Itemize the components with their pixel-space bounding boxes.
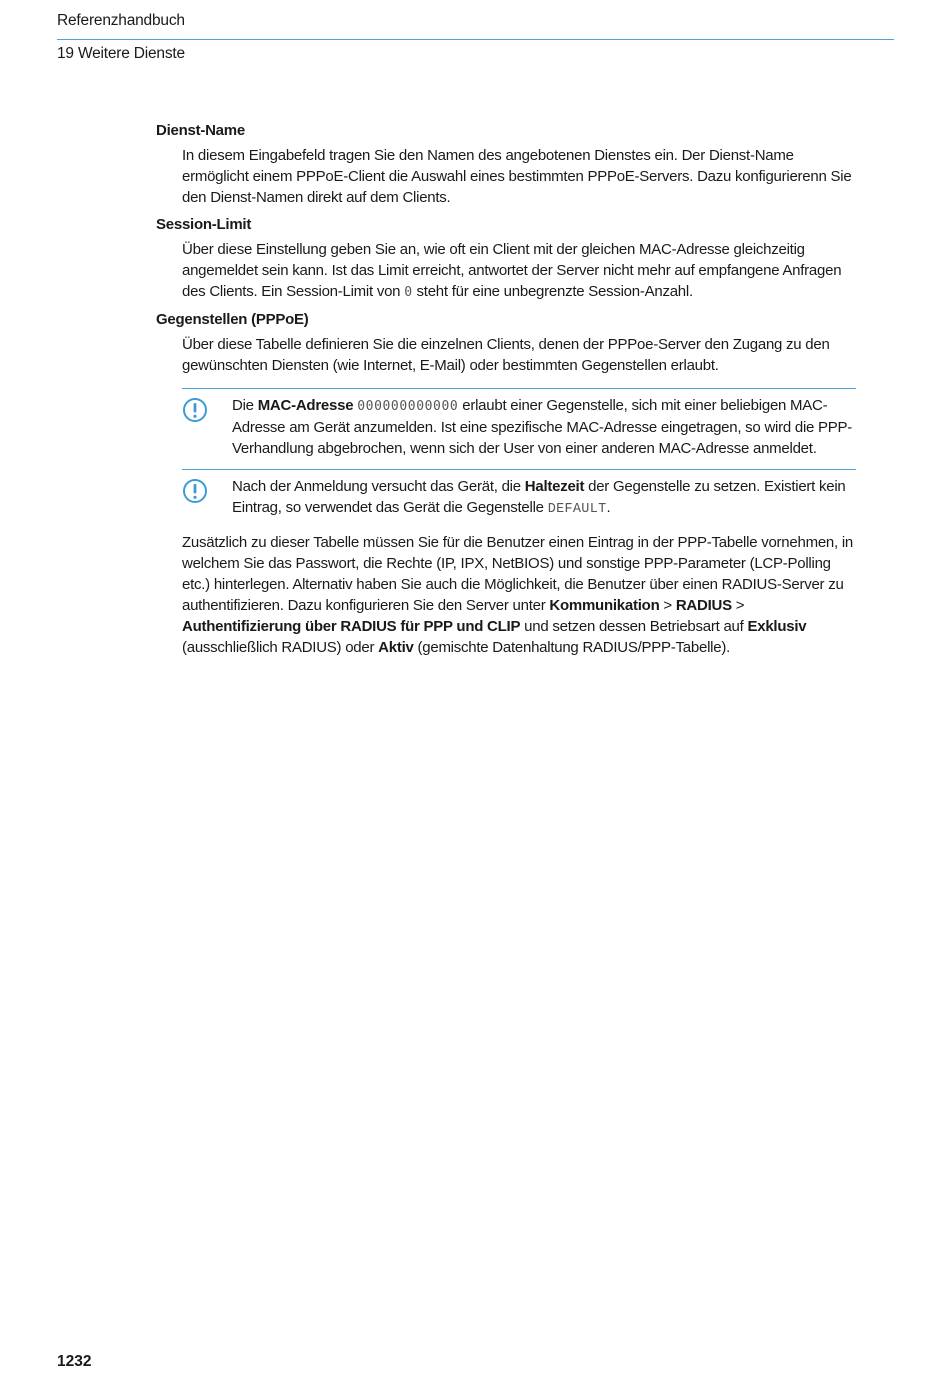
running-header-title: Referenzhandbuch (57, 12, 185, 29)
paragraph-text: und setzen dessen Betriebsart auf (520, 618, 748, 635)
code-value: 0 (404, 285, 413, 300)
code-value: 000000000000 (357, 399, 459, 414)
final-paragraph (182, 532, 856, 658)
note-mac-address (182, 388, 856, 469)
note-text-part: erlaubt einer Gegenstelle, sich mit einer beliebigen MAC-Adresse am Gerät anzumelden. Ist eine spezifische MAC-Adresse eingetragen, so wird die PPP-Verhandlung abgebrochen, wenn sich der User von einer anderen MAC-Adresse anmeldet. (232, 397, 853, 457)
note-text-part: . (606, 499, 611, 516)
note-haltezeit (182, 469, 856, 530)
note-text-part: Nach der Anmeldung versucht das Gerät, die (232, 478, 525, 495)
paragraph-text: (gemischte Datenhaltung RADIUS/PPP-Tabelle). (413, 639, 730, 656)
term-session-limit: Session-Limit (156, 216, 252, 233)
note-text-part: der Gegenstelle zu setzen. Existiert kein Eintrag, so verwendet das Gerät die Gegenstelle (232, 478, 846, 516)
exclamation-circle-icon (182, 397, 208, 423)
desc-gegenstellen: Über diese Tabelle definieren Sie die einzelnen Clients, denen der PPPoe-Server den Zugang zu den gewünschten Diensten (wie Internet, E-Mail) oder bestimmten Gegenstellen erlaubt. (182, 336, 830, 374)
running-header-chapter: 19 Weitere Dienste (57, 45, 185, 62)
option-value: Exklusiv (747, 618, 807, 635)
page-number: 1232 (57, 1353, 92, 1370)
paragraph-text: Zusätzlich zu dieser Tabelle müssen Sie für die Benutzer einen Eintrag in der PPP-Tabelle vornehmen, in welchem Sie das Passwort, die Rechte (IP, IPX, NetBIOS) und sonstige PPP-Parameter (LCP-Polling etc.) hinterlegen. Alternativ haben Sie auch die Möglichkeit, die Benutzer über einen RADIUS-Server zu authentifizieren. Dazu konfigurieren Sie den Server unter (182, 534, 854, 614)
code-value: DEFAULT (547, 502, 607, 517)
note-bold-term: Haltezeit (524, 478, 585, 495)
note-text-part: Die (232, 397, 258, 414)
note-text (232, 395, 856, 459)
note-text (232, 476, 856, 520)
term-dienst-name: Dienst-Name (156, 122, 245, 139)
option-value: Aktiv (378, 639, 414, 656)
note-bold-term: MAC-Adresse (257, 397, 354, 414)
header-rule (57, 39, 894, 40)
term-gegenstellen: Gegenstellen (PPPoE) (156, 311, 309, 328)
paragraph-text: (ausschließlich RADIUS) oder (182, 639, 379, 656)
desc-session-limit (182, 239, 856, 303)
menu-path-item: Authentifizierung über RADIUS für PPP und CLIP (182, 618, 521, 635)
menu-path-separator: > (659, 597, 676, 614)
main-content (156, 120, 856, 658)
menu-path-separator: > (731, 597, 745, 614)
menu-path-item: RADIUS (675, 597, 732, 614)
menu-path-item: Kommunikation (549, 597, 660, 614)
desc-dienst-name: In diesem Eingabefeld tragen Sie den Namen des angebotenen Dienstes ein. Der Dienst-Name ermöglicht einem PPPoE-Client die Auswahl eines bestimmten PPPoE-Servers. Dazu konfigurierenn Sie den Dienst-Namen direkt auf dem Clients. (182, 147, 852, 206)
desc-text: steht für eine unbegrenzte Session-Anzahl. (412, 283, 693, 300)
desc-text: Über diese Einstellung geben Sie an, wie oft ein Client mit der gleichen MAC-Adresse gleichzeitig angemeldet sein kann. Ist das Limit erreicht, antwortet der Server nicht mehr auf empfangene Anfragen des Clients. Ein Session-Limit von (182, 241, 842, 300)
exclamation-circle-icon (182, 478, 208, 504)
